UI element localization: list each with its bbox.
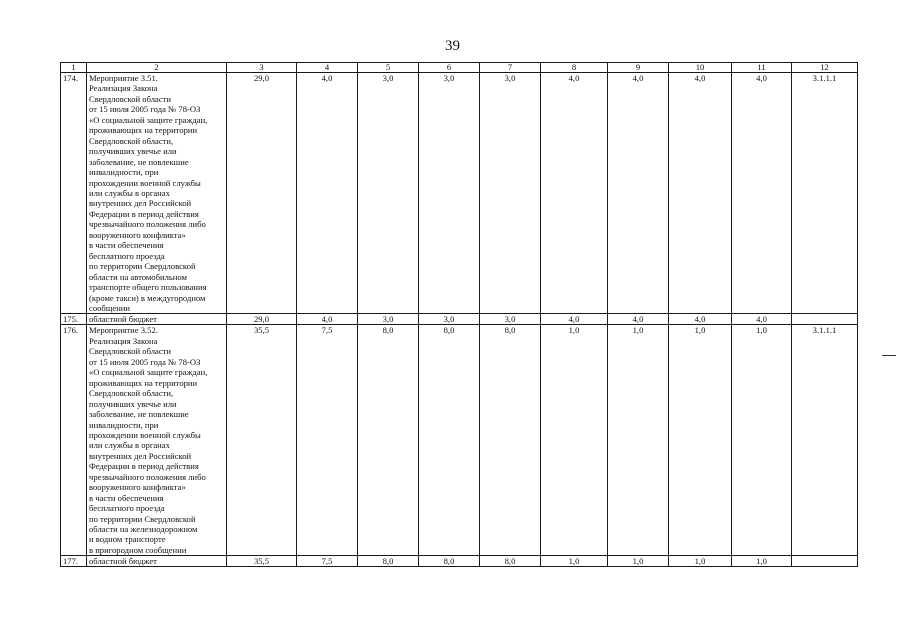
amount-cell: 4,0 [541, 73, 608, 314]
description-line: вооруженного конфликта» [89, 482, 186, 493]
amount-cell: 4,0 [669, 314, 732, 325]
column-number: 6 [419, 63, 480, 73]
description-line: инвалидности, при [89, 419, 159, 430]
description-line: Свердловской области, [89, 135, 174, 146]
column-number: 1 [61, 63, 87, 73]
description-line: в части обеспечения [89, 492, 164, 503]
amount-cell: 8,0 [480, 325, 541, 556]
description-line: бесплатного проезда [89, 250, 165, 261]
description-line: области на железнодорожном [89, 524, 198, 535]
amount-cell: 1,0 [669, 325, 732, 556]
amount-cell: 4,0 [669, 73, 732, 314]
description-line: сообщении [89, 302, 131, 313]
amount-cell: 3,0 [419, 73, 480, 314]
amount-cell: 4,0 [541, 314, 608, 325]
row-description [87, 325, 227, 556]
margin-mark [882, 355, 896, 356]
amount-cell: 3,0 [480, 73, 541, 314]
description-line: чрезвычайного положения либо [89, 471, 206, 482]
amount-cell: 3,0 [480, 314, 541, 325]
row-number: 177. [61, 556, 87, 567]
description-line: заболевание, не повлекшие [89, 409, 189, 420]
description-line: заболевание, не повлекшие [89, 156, 189, 167]
description-line: получивших увечье или [89, 398, 177, 409]
amount-cell: 35,5 [227, 325, 297, 556]
amount-cell: 7,5 [297, 325, 358, 556]
amount-cell: 8,0 [358, 556, 419, 567]
amount-cell: 3,0 [358, 73, 419, 314]
description-line: проживающих на территории [89, 377, 198, 388]
description-line: Федерации в период действия [89, 208, 199, 219]
description-line: или службы в органах [89, 440, 170, 451]
amount-cell: 3,0 [419, 314, 480, 325]
description-line: областной бюджет [89, 556, 157, 567]
description-line: проживающих на территории [89, 125, 198, 136]
description-line: Свердловской области [89, 93, 172, 104]
description-line: инвалидности, при [89, 167, 159, 178]
column-number: 4 [297, 63, 358, 73]
target-code-cell: 3.1.1.1 [792, 73, 858, 314]
column-number: 3 [227, 63, 297, 73]
row-number: 176. [61, 325, 87, 556]
table-row [61, 556, 858, 567]
description-line: или службы в органах [89, 187, 170, 198]
description-line: (кроме такси) в междугородном [89, 292, 206, 303]
description-line: «О социальной защите граждан, [89, 114, 208, 125]
column-number: 2 [87, 63, 227, 73]
row-number: 175. [61, 314, 87, 325]
column-number: 10 [669, 63, 732, 73]
amount-cell: 7,5 [297, 556, 358, 567]
description-line: и водном транспорте [89, 534, 166, 545]
description-line: в пригородном сообщении [89, 544, 187, 555]
row-description [87, 73, 227, 314]
description-line: транспорте общего пользования [89, 282, 207, 293]
amount-cell: 8,0 [419, 556, 480, 567]
amount-cell: 4,0 [732, 73, 792, 314]
amount-cell: 4,0 [608, 73, 669, 314]
amount-cell: 1,0 [669, 556, 732, 567]
column-number: 9 [608, 63, 669, 73]
amount-cell: 1,0 [608, 325, 669, 556]
description-line: Свердловской области, [89, 388, 174, 399]
description-line: Реализация Закона [89, 335, 158, 346]
description-line: Мероприятие 3.51. [89, 73, 158, 83]
row-number: 174. [61, 73, 87, 314]
description-line: прохождении военной службы [89, 429, 201, 440]
description-line: Федерации в период действия [89, 461, 199, 472]
description-line: области на автомобильном [89, 271, 187, 282]
description-line: от 15 июля 2005 года № 78-ОЗ [89, 356, 201, 367]
amount-cell: 8,0 [358, 325, 419, 556]
amount-cell: 4,0 [297, 73, 358, 314]
column-number: 7 [480, 63, 541, 73]
amount-cell: 4,0 [297, 314, 358, 325]
column-number: 8 [541, 63, 608, 73]
description-line: вооруженного конфликта» [89, 229, 186, 240]
description-line: прохождении военной службы [89, 177, 201, 188]
program-table [60, 62, 858, 567]
table-row [61, 73, 858, 314]
table-row [61, 314, 858, 325]
page-number: 39 [445, 38, 460, 54]
amount-cell: 35,5 [227, 556, 297, 567]
amount-cell: 1,0 [541, 556, 608, 567]
description-line: внутренних дел Российской [89, 450, 192, 461]
amount-cell: 1,0 [541, 325, 608, 556]
target-code-cell [792, 556, 858, 567]
description-line: бесплатного проезда [89, 503, 165, 514]
description-line: по территории Свердловской [89, 261, 196, 272]
amount-cell: 8,0 [480, 556, 541, 567]
amount-cell: 8,0 [419, 325, 480, 556]
amount-cell: 4,0 [732, 314, 792, 325]
amount-cell: 3,0 [358, 314, 419, 325]
column-numbers-row [61, 63, 858, 73]
description-line: Мероприятие 3.52. [89, 325, 158, 336]
description-line: Свердловской области [89, 346, 172, 357]
description-line: Реализация Закона [89, 83, 158, 94]
target-code-cell: 3.1.1.1 [792, 325, 858, 556]
description-line: получивших увечье или [89, 146, 177, 157]
amount-cell: 4,0 [608, 314, 669, 325]
column-number: 11 [732, 63, 792, 73]
column-number: 5 [358, 63, 419, 73]
target-code-cell [792, 314, 858, 325]
amount-cell: 1,0 [608, 556, 669, 567]
description-line: областной бюджет [89, 314, 157, 325]
description-line: от 15 июля 2005 года № 78-ОЗ [89, 104, 201, 115]
description-line: чрезвычайного положения либо [89, 219, 206, 230]
description-line: «О социальной защите граждан, [89, 367, 208, 378]
description-line: в части обеспечения [89, 240, 164, 251]
amount-cell: 29,0 [227, 314, 297, 325]
row-description [87, 556, 227, 567]
amount-cell: 29,0 [227, 73, 297, 314]
amount-cell: 1,0 [732, 556, 792, 567]
table-row [61, 325, 858, 556]
column-number: 12 [792, 63, 858, 73]
description-line: по территории Свердловской [89, 513, 196, 524]
description-line: внутренних дел Российской [89, 198, 192, 209]
row-description [87, 314, 227, 325]
amount-cell: 1,0 [732, 325, 792, 556]
